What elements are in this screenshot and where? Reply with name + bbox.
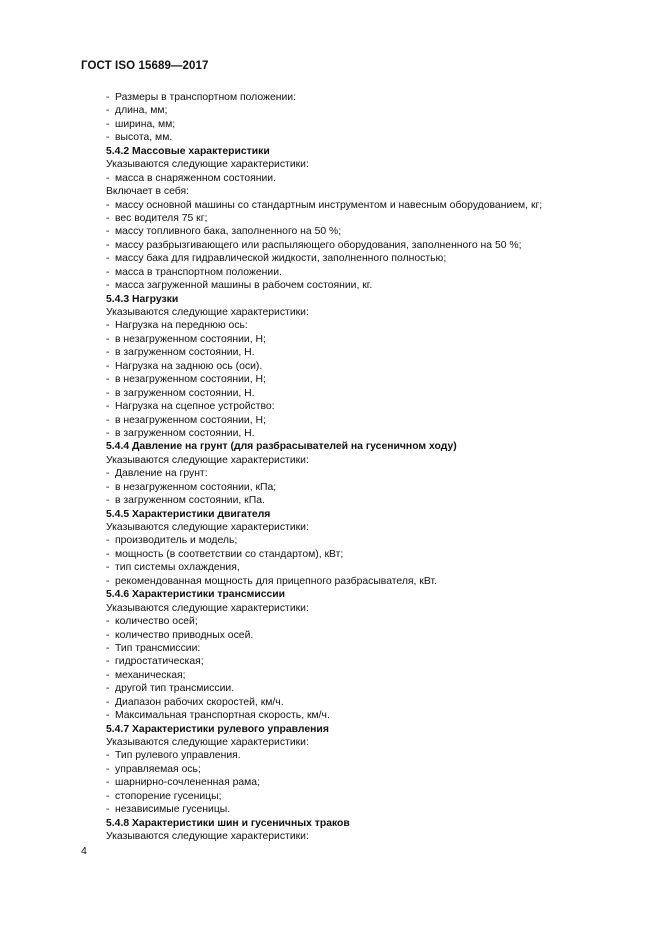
- document-header-title: ГОСТ ISO 15689—2017: [81, 60, 209, 72]
- paragraph-line: Указываются следующие характеристики:: [106, 159, 309, 171]
- list-item-text: рекомендованная мощность для прицепного разбрасывателя, кВт.: [115, 575, 437, 587]
- list-item-text: масса загруженной машины в рабочем состоянии, кг.: [115, 280, 373, 292]
- list-dash: -: [106, 656, 110, 668]
- list-item: [106, 212, 606, 225]
- list-item-text: в незагруженном состоянии, Н;: [115, 333, 266, 345]
- list-dash: -: [106, 253, 110, 265]
- list-item-text: масса в транспортном положении.: [115, 266, 282, 278]
- list-item-text: масса в снаряженном состоянии.: [115, 172, 276, 184]
- list-item: [106, 548, 606, 561]
- list-dash: -: [106, 683, 110, 695]
- list-dash: -: [106, 427, 110, 439]
- list-item-text: в загруженном состоянии, Н.: [115, 387, 255, 399]
- list-dash: -: [106, 696, 110, 708]
- list-item: [106, 763, 606, 776]
- list-item-text: ширина, мм;: [115, 118, 176, 130]
- page-number: 4: [81, 845, 87, 857]
- list-item: [106, 104, 606, 117]
- list-dash: -: [106, 118, 110, 130]
- paragraph-line: Указываются следующие характеристики:: [106, 522, 309, 533]
- paragraph-line: Включает в себя:: [106, 186, 189, 198]
- list-dash: -: [106, 535, 110, 547]
- list-dash: -: [106, 616, 110, 628]
- list-item-text: механическая;: [115, 669, 186, 681]
- list-item: [106, 172, 606, 185]
- section-heading: 5.4.2 Массовые характеристики: [106, 145, 270, 157]
- list-item-text: шарнирно-сочлененная рама;: [115, 777, 260, 789]
- list-dash: -: [106, 226, 110, 238]
- list-item: [106, 252, 606, 265]
- list-item: [106, 615, 606, 628]
- list-dash: -: [106, 212, 110, 224]
- list-item: [106, 414, 606, 427]
- list-item: [106, 669, 606, 682]
- list-item-text: в загруженном состоянии, кПа.: [115, 495, 265, 507]
- section-heading: 5.4.3 Нагрузки: [106, 293, 179, 305]
- list-dash: -: [106, 105, 110, 117]
- list-dash: -: [106, 374, 110, 386]
- list-item-text: стопорение гусеницы;: [115, 790, 222, 802]
- list-dash: -: [106, 401, 110, 413]
- list-dash: -: [106, 669, 110, 681]
- list-dash: -: [106, 575, 110, 587]
- list-dash: -: [106, 92, 110, 103]
- list-item-text: в загруженном состоянии, Н.: [115, 427, 255, 439]
- list-dash: -: [106, 562, 110, 574]
- section-heading: 5.4.8 Характеристики шин и гусеничных траков: [106, 817, 350, 829]
- list-dash: -: [106, 347, 110, 359]
- list-item-text: количество приводных осей.: [115, 629, 254, 641]
- section-heading: 5.4.6 Характеристики трансмиссии: [106, 589, 286, 601]
- list-item-text: Диапазон рабочих скоростей, км/ч.: [115, 696, 284, 708]
- list-item-text: в загруженном состоянии, Н.: [115, 347, 255, 359]
- list-item: [106, 333, 606, 346]
- list-item-text: Нагрузка на заднюю ось (оси).: [115, 360, 263, 372]
- list-item-text: массу основной машины со стандартным инструментом и навесным оборудованием, кг;: [115, 199, 543, 211]
- list-item-text: Тип рулевого управления.: [115, 750, 241, 762]
- list-item: [106, 696, 606, 709]
- list-dash: -: [106, 266, 110, 278]
- list-item: [106, 481, 606, 494]
- list-item: [106, 118, 606, 131]
- list-item-text: гидростатическая;: [115, 656, 204, 668]
- list-item-text: Нагрузка на сцепное устройство:: [115, 401, 275, 413]
- list-dash: -: [106, 199, 110, 211]
- list-item: [106, 776, 606, 789]
- list-item-text: количество осей;: [115, 616, 198, 628]
- paragraph-line: Указываются следующие характеристики:: [106, 602, 309, 614]
- list-item: [106, 534, 606, 547]
- list-item: [106, 803, 606, 816]
- list-dash: -: [106, 320, 110, 332]
- list-item: [106, 655, 606, 668]
- list-dash: -: [106, 804, 110, 816]
- list-item: [106, 494, 606, 507]
- list-item-text: Тип трансмиссии:: [115, 642, 201, 654]
- list-item: [106, 131, 606, 144]
- list-dash: -: [106, 387, 110, 399]
- list-dash: -: [106, 239, 110, 251]
- list-item: [106, 387, 606, 400]
- list-item-text: Нагрузка на переднюю ось:: [115, 320, 248, 332]
- document-body: [106, 91, 606, 844]
- list-dash: -: [106, 481, 110, 493]
- list-item: [106, 319, 606, 332]
- list-dash: -: [106, 495, 110, 507]
- list-item-text: Максимальная транспортная скорость, км/ч.: [115, 710, 330, 722]
- section-heading: 5.4.7 Характеристики рулевого управления: [106, 723, 329, 735]
- list-item: [106, 629, 606, 642]
- list-item: [106, 239, 606, 252]
- list-item-text: высота, мм.: [115, 132, 173, 144]
- list-item: [106, 373, 606, 386]
- list-dash: -: [106, 777, 110, 789]
- paragraph-line: Указываются следующие характеристики:: [106, 737, 309, 748]
- list-dash: -: [106, 172, 110, 184]
- list-dash: -: [106, 280, 110, 292]
- list-item-text: другой тип трансмиссии.: [115, 683, 235, 695]
- list-item-text: вес водителя 75 кг;: [115, 212, 208, 224]
- list-dash: -: [106, 468, 110, 480]
- list-item-text: в незагруженном состоянии, кПа;: [115, 481, 277, 493]
- list-dash: -: [106, 360, 110, 372]
- list-item: [106, 682, 606, 695]
- list-item-text: Размеры в транспортном положении:: [115, 92, 296, 103]
- list-item: [106, 790, 606, 803]
- list-dash: -: [106, 790, 110, 802]
- list-item: [106, 467, 606, 480]
- list-dash: -: [106, 414, 110, 426]
- list-item: [106, 279, 606, 292]
- list-item: [106, 400, 606, 413]
- list-item: [106, 427, 606, 440]
- list-item-text: управляемая ось;: [115, 763, 201, 775]
- section-heading: 5.4.4 Давление на грунт (для разбрасывателей на гусеничном ходу): [106, 441, 457, 453]
- list-dash: -: [106, 642, 110, 654]
- list-item: [106, 360, 606, 373]
- list-item-text: массу топливного бака, заполненного на 50 %;: [115, 226, 342, 238]
- list-item-text: Давление на грунт:: [115, 468, 208, 480]
- list-dash: -: [106, 750, 110, 762]
- paragraph-line: Указываются следующие характеристики:: [106, 307, 309, 318]
- list-item: [106, 199, 606, 212]
- list-item: [106, 575, 606, 588]
- list-item-text: длина, мм;: [115, 105, 168, 117]
- list-dash: -: [106, 132, 110, 144]
- list-item-text: массу бака для гидравлической жидкости, заполненного полностью;: [115, 253, 447, 265]
- list-item: [106, 561, 606, 574]
- list-item: [106, 266, 606, 279]
- list-item-text: массу разбрызгивающего или распыляющего оборудования, заполненного на 50 %;: [115, 239, 522, 251]
- section-heading: 5.4.5 Характеристики двигателя: [106, 508, 271, 520]
- list-item-text: независимые гусеницы.: [115, 804, 231, 816]
- list-dash: -: [106, 763, 110, 775]
- list-dash: -: [106, 629, 110, 641]
- list-item-text: в незагруженном состоянии, Н;: [115, 414, 266, 426]
- list-item: [106, 346, 606, 359]
- list-dash: -: [106, 710, 110, 722]
- list-item-text: мощность (в соответствии со стандартом), кВт;: [115, 548, 344, 560]
- list-dash: -: [106, 548, 110, 560]
- list-dash: -: [106, 333, 110, 345]
- list-item: [106, 749, 606, 762]
- list-item: [106, 642, 606, 655]
- list-item-text: производитель и модель;: [115, 535, 238, 547]
- list-item: [106, 709, 606, 722]
- list-item: [106, 91, 606, 104]
- paragraph-line: Указываются следующие характеристики:: [106, 831, 309, 843]
- list-item-text: тип системы охлаждения,: [115, 562, 240, 574]
- list-item-text: в незагруженном состоянии, Н;: [115, 374, 266, 386]
- list-item: [106, 225, 606, 238]
- paragraph-line: Указываются следующие характеристики:: [106, 454, 309, 466]
